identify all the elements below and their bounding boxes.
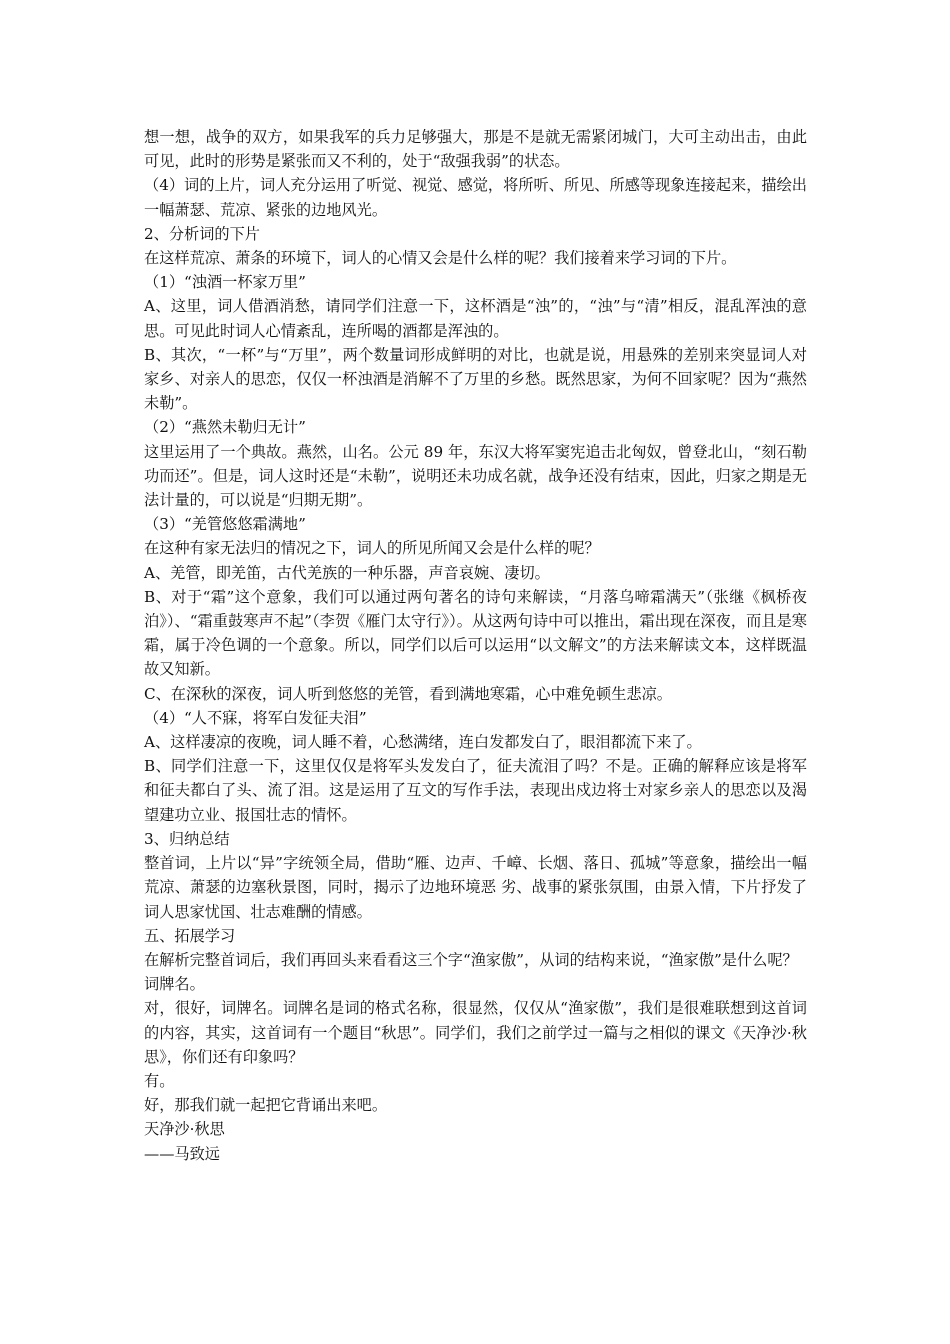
paragraph: A、羌管，即羌笛，古代羌族的一种乐器，声音哀婉、凄切。 [144, 563, 550, 582]
paragraph: B、其次，“一杯”与“万里”，两个数量词形成鲜明的对比，也就是说，用悬殊的差别来突显词人对家乡、对亲人的思恋，仅仅一杯浊酒是消解不了万里的乡愁。既然思家，为何不回家呢？因为“燕然未勒”。 [144, 345, 807, 413]
paragraph: 在这种有家无法归的情况之下，词人的所见所闻又会是什么样的呢？ [144, 539, 600, 558]
paragraph: 在这样荒凉、萧条的环境下，词人的心情又会是什么样的呢？我们接着来学习词的下片。 [144, 249, 737, 268]
paragraph: 这里运用了一个典故。燕然，山名。公元 89 年，东汉大将军窦宪追击北匈奴，曾登北山，“刻石勒功而还”。但是，词人这时还是“未勒”，说明还未功成名就，战争还没有结束，因此，归家之期是无法计量的，可以说是“归期无期”。 [144, 442, 807, 510]
paragraph: （1）“浊酒一杯家万里” [144, 273, 306, 292]
paragraph: 在解析完整首词后，我们再回头来看看这三个字“渔家傲”，从词的结构来说，“渔家傲”是什么呢？ [144, 950, 798, 969]
paragraph: 2、分析词的下片 [144, 224, 260, 243]
paragraph: 3、归纳总结 [144, 829, 230, 848]
paragraph: C、在深秋的深夜，词人听到悠悠的羌管，看到满地寒霜，心中难免顿生悲凉。 [144, 684, 672, 703]
paragraph: A、这里，词人借酒消愁，请同学们注意一下，这杯酒是“浊”的，“浊”与“清”相反，混乱浑浊的意思。可见此时词人心情紊乱，连所喝的酒都是浑浊的。 [144, 297, 807, 340]
paragraph: 好，那我们就一起把它背诵出来吧。 [144, 1096, 387, 1115]
paragraph: 五、拓展学习 [144, 926, 236, 945]
paragraph: B、对于“霜”这个意象，我们可以通过两句著名的诗句来解读，“月落乌啼霜满天”（张继《枫桥夜泊》）、“霜重鼓寒声不起”（李贺《雁门太守行》）。从这两句诗中可以推出，霜出现在深夜，而且是寒霜，属于冷色调的一个意象。所以，同学们以后可以运用“以文解文”的方法来解读文本，这样既温故又知新。 [144, 587, 807, 679]
paragraph: （4）“人不寐，将军白发征夫泪” [144, 708, 367, 727]
paragraph: 有。 [144, 1071, 175, 1090]
paragraph: B、同学们注意一下，这里仅仅是将军头发发白了，征夫流泪了吗？不是。正确的解释应该是将军和征夫都白了头、流了泪。这是运用了互文的写作手法，表现出戍边将士对家乡亲人的思恋以及渴望建功立业、报国壮志的情怀。 [144, 757, 807, 824]
paragraph: A、这样凄凉的夜晚，词人睡不着，心愁满绪，连白发都发白了，眼泪都流下来了。 [144, 733, 702, 752]
document-page [144, 125, 807, 1166]
paragraph: （2）“燕然未勒归无计” [144, 418, 306, 437]
paragraph: 想一想，战争的双方，如果我军的兵力足够强大，那是不是就无需紧闭城门，大可主动出击，由此可见，此时的形势是紧张而又不利的，处于“敌强我弱”的状态。 [144, 128, 807, 171]
paragraph: ——马致远 [144, 1144, 220, 1163]
paragraph: 整首词，上片以“异”字统领全局，借助“雁、边声、千嶂、长烟、落日、孤城”等意象，描绘出一幅荒凉、萧瑟的边塞秋景图，同时，揭示了边地环境恶 劣、战事的紧张氛围，由景入情，下片抒发了词人思家忧国、壮志难酬的情感。 [144, 854, 807, 921]
paragraph: （4）词的上片，词人充分运用了听觉、视觉、感觉，将所听、所见、所感等现象连接起来，描绘出一幅萧瑟、荒凉、紧张的边地风光。 [144, 176, 807, 219]
paragraph: 词牌名。 [144, 975, 205, 994]
paragraph: （3）“羌管悠悠霜满地” [144, 515, 306, 534]
paragraph: 天净沙·秋思 [144, 1120, 225, 1139]
paragraph: 对，很好，词牌名。词牌名是词的格式名称，很显然，仅仅从“渔家傲”，我们是很难联想到这首词的内容，其实，这首词有一个题目“秋思”。同学们，我们之前学过一篇与之相似的课文《天净沙·秋思》，你们还有印象吗？ [144, 999, 807, 1066]
